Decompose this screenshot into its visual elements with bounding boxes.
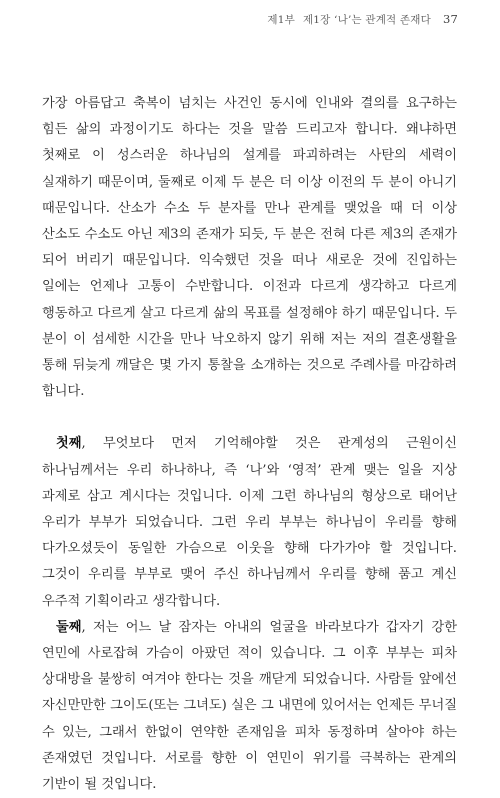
page-number: 37 — [442, 12, 458, 26]
paragraph-2-lead: 첫째 — [56, 436, 82, 452]
header-part: 제1부 — [267, 14, 295, 26]
paragraph-1: 가장 아름답고 축복이 넘치는 사건인 동시에 인내와 결의를 요구하는 힘든 삶의 과정이기도 하다는 것을 말씀 드리고자 합니다. 왜냐하면 첫째로 이 성스러운 하나님의 설계를 파괴하려는 사탄의 세력이 실재하기 때문이며, 둘째로 이제 두 분은 더 이상 이전의 두 분이 아니기 때문입니다. 산소가 수소 두 분자를 만나 관계를 맺었을 때 더 이상 산소도 수소도 아닌 제3의 존재가 되듯, 두 분은 전혀 다른 제3의 존재가 되어 버리기 때문입니다. 익숙했던 것을 떠나 새로운 것에 진입하는 일에는 언제나 고통이 수반합니다. 이전과 다르게 생각하고 다르게 행동하고 다르게 살고 다르게 삶의 목표를 설정해야 하기 때문입니다. 두 분이 이 섬세한 시간을 만나 낙오하지 않기 위해 저는 저의 결혼생활을 통해 뒤늦게 깨달은 몇 가지 통찰을 소개하는 것으로 주례사를 마감하려 합니다. — [42, 96, 457, 400]
paragraph-2 — [42, 431, 457, 614]
paragraph-2-text: , 무엇보다 먼저 기억해야할 것은 관계성의 근원이신 하나님께서는 우리 하나하나, 즉 ‘나’와 ‘영적’ 관계 맺는 일을 지상 과제로 삼고 계시다는 것입니다. 이제 그런 하나님의 형상으로 태어난 우리가 부부가 되었습니다. 그런 우리 부부는 하나님이 우리를 향해 다가오셨듯이 동일한 가슴으로 이웃을 향해 다가가야 할 것입니다. 그것이 우리를 부부로 맺어 주신 하나님께서 우리를 향해 품고 계신 우주적 기획이라고 생각합니다. — [42, 436, 457, 609]
header-chapter-title: 제1장 ‘나’는 관계적 존재다 — [302, 14, 431, 26]
running-header — [267, 12, 458, 27]
paragraph-3 — [42, 615, 457, 798]
body-text — [42, 91, 457, 798]
paragraph-3-lead: 둘째 — [56, 619, 82, 635]
paragraph-3-text: , 저는 어느 날 잠자는 아내의 얼굴을 바라보다가 갑자기 강한 연민에 사로잡혀 가슴이 아팠던 적이 있습니다. 그 이후 부부는 피차 상대방을 불쌍히 여겨야 한다는 것을 깨닫게 되었습니다. 사람들 앞에선 자신만만한 그이도(또는 그녀도) 실은 그 내면에 있어서는 언제든 무너질 수 있는, 그래서 한없이 연약한 존재임을 피차 동정하며 살아야 하는 존재였던 것입니다. 서로를 향한 이 연민이 위기를 극복하는 관계의 기반이 될 것입니다. — [42, 619, 457, 793]
